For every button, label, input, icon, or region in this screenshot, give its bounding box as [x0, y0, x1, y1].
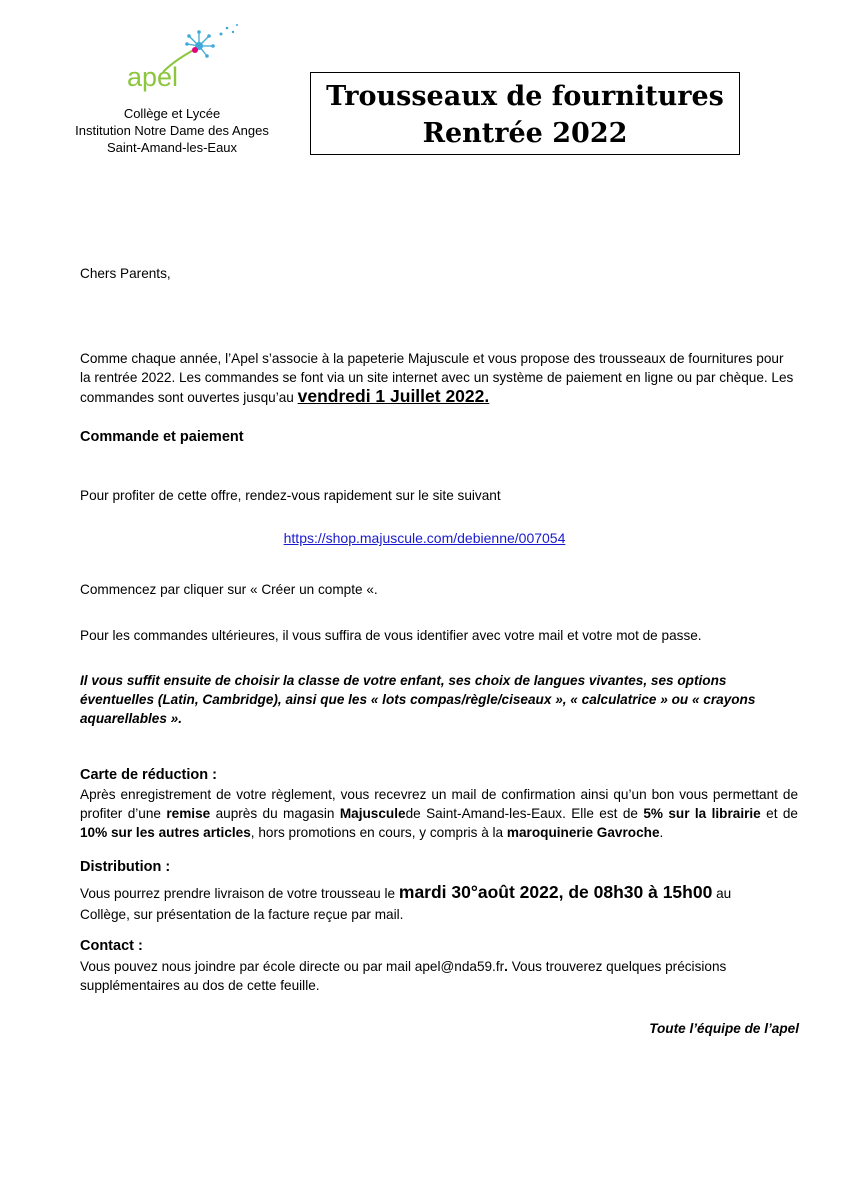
- distribution-text: Vous pourrez prendre livraison de votre trousseau le: [80, 886, 399, 901]
- distribution-date: mardi 30°août 2022, de 08h30 à 15h00: [398, 882, 713, 902]
- discount-bold: remise: [166, 806, 211, 821]
- discount-bold: 5% sur la librairie: [643, 806, 761, 821]
- intro-paragraph: [80, 349, 795, 407]
- discount-text: .: [659, 825, 664, 840]
- school-name: [52, 105, 292, 156]
- school-line: Saint-Amand-les-Eaux: [106, 140, 238, 155]
- distribution-text: au Collège, sur présentation de la facture reçue par mail.: [80, 886, 732, 922]
- create-account-text: Commencez par cliquer sur « Créer un compte «.: [80, 582, 378, 597]
- order-heading: Commande et paiement: [80, 429, 244, 445]
- contact-paragraph: [80, 957, 795, 995]
- title-line: Rentrée 2022: [422, 118, 628, 149]
- discount-text: et de: [760, 806, 798, 821]
- discount-text: Après enregistrement de votre règlement, vous recevrez un mail de confirmation ainsi qu’un bon vous permettant de profiter d’une: [80, 787, 798, 821]
- contact-text: Vous pouvez nous joindre par école directe ou par mail apel@nda59.fr: [80, 959, 505, 974]
- offer-text: Pour profiter de cette offre, rendez-vous rapidement sur le site suivant: [80, 488, 501, 503]
- document-title: [310, 72, 740, 155]
- contact-text: Vous trouverez quelques précisions supplémentaires au dos de cette feuille.: [80, 959, 727, 993]
- apel-logo: [125, 20, 245, 92]
- choice-instructions: Il vous suffit ensuite de choisir la classe de votre enfant, ses choix de langues vivantes, ses options éventuelles (Latin, Cambridge), ainsi que les « lots compas/règle/ciseaux », « calculatrice » ou « crayons aquarellables ».: [80, 673, 756, 726]
- contact-bold: .: [504, 959, 508, 974]
- discount-bold: 10% sur les autres articles: [80, 825, 251, 840]
- order-deadline: vendredi 1 Juillet 2022.: [297, 386, 490, 406]
- signature: Toute l’équipe de l’apel: [649, 1021, 799, 1036]
- school-line: Collège et Lycée: [123, 106, 221, 121]
- greeting: Chers Parents,: [80, 266, 171, 281]
- discount-paragraph: [80, 785, 798, 842]
- discount-text: auprès du magasin: [210, 806, 340, 821]
- intro-text: Comme chaque année, l’Apel s’associe à la papeterie Majuscule et vous propose des trousseaux de fournitures pour la rentrée 2022. Les commandes se font via un site internet avec un système de paiement en ligne ou par chèque. Les commandes sont ouvertes jusqu’au: [80, 351, 794, 405]
- contact-heading: Contact :: [80, 938, 143, 954]
- discount-text: de Saint-Amand-les-Eaux. Elle est de: [405, 806, 644, 821]
- discount-heading: Carte de réduction :: [80, 767, 217, 783]
- school-line: Institution Notre Dame des Anges: [75, 123, 269, 138]
- discount-bold: maroquinerie Gavroche: [506, 825, 660, 840]
- apel-logo-text: apel: [127, 62, 179, 92]
- shop-link[interactable]: https://shop.majuscule.com/debienne/007054: [283, 530, 566, 546]
- distribution-paragraph: [80, 882, 780, 925]
- distribution-heading: Distribution :: [80, 859, 171, 875]
- later-orders-text: Pour les commandes ultérieures, il vous suffira de vous identifier avec votre mail et votre mot de passe.: [80, 628, 702, 643]
- discount-bold: Majuscule: [339, 806, 406, 821]
- title-line: Trousseaux de fournitures: [326, 81, 724, 112]
- discount-text: , hors promotions en cours, y compris à la: [250, 825, 507, 840]
